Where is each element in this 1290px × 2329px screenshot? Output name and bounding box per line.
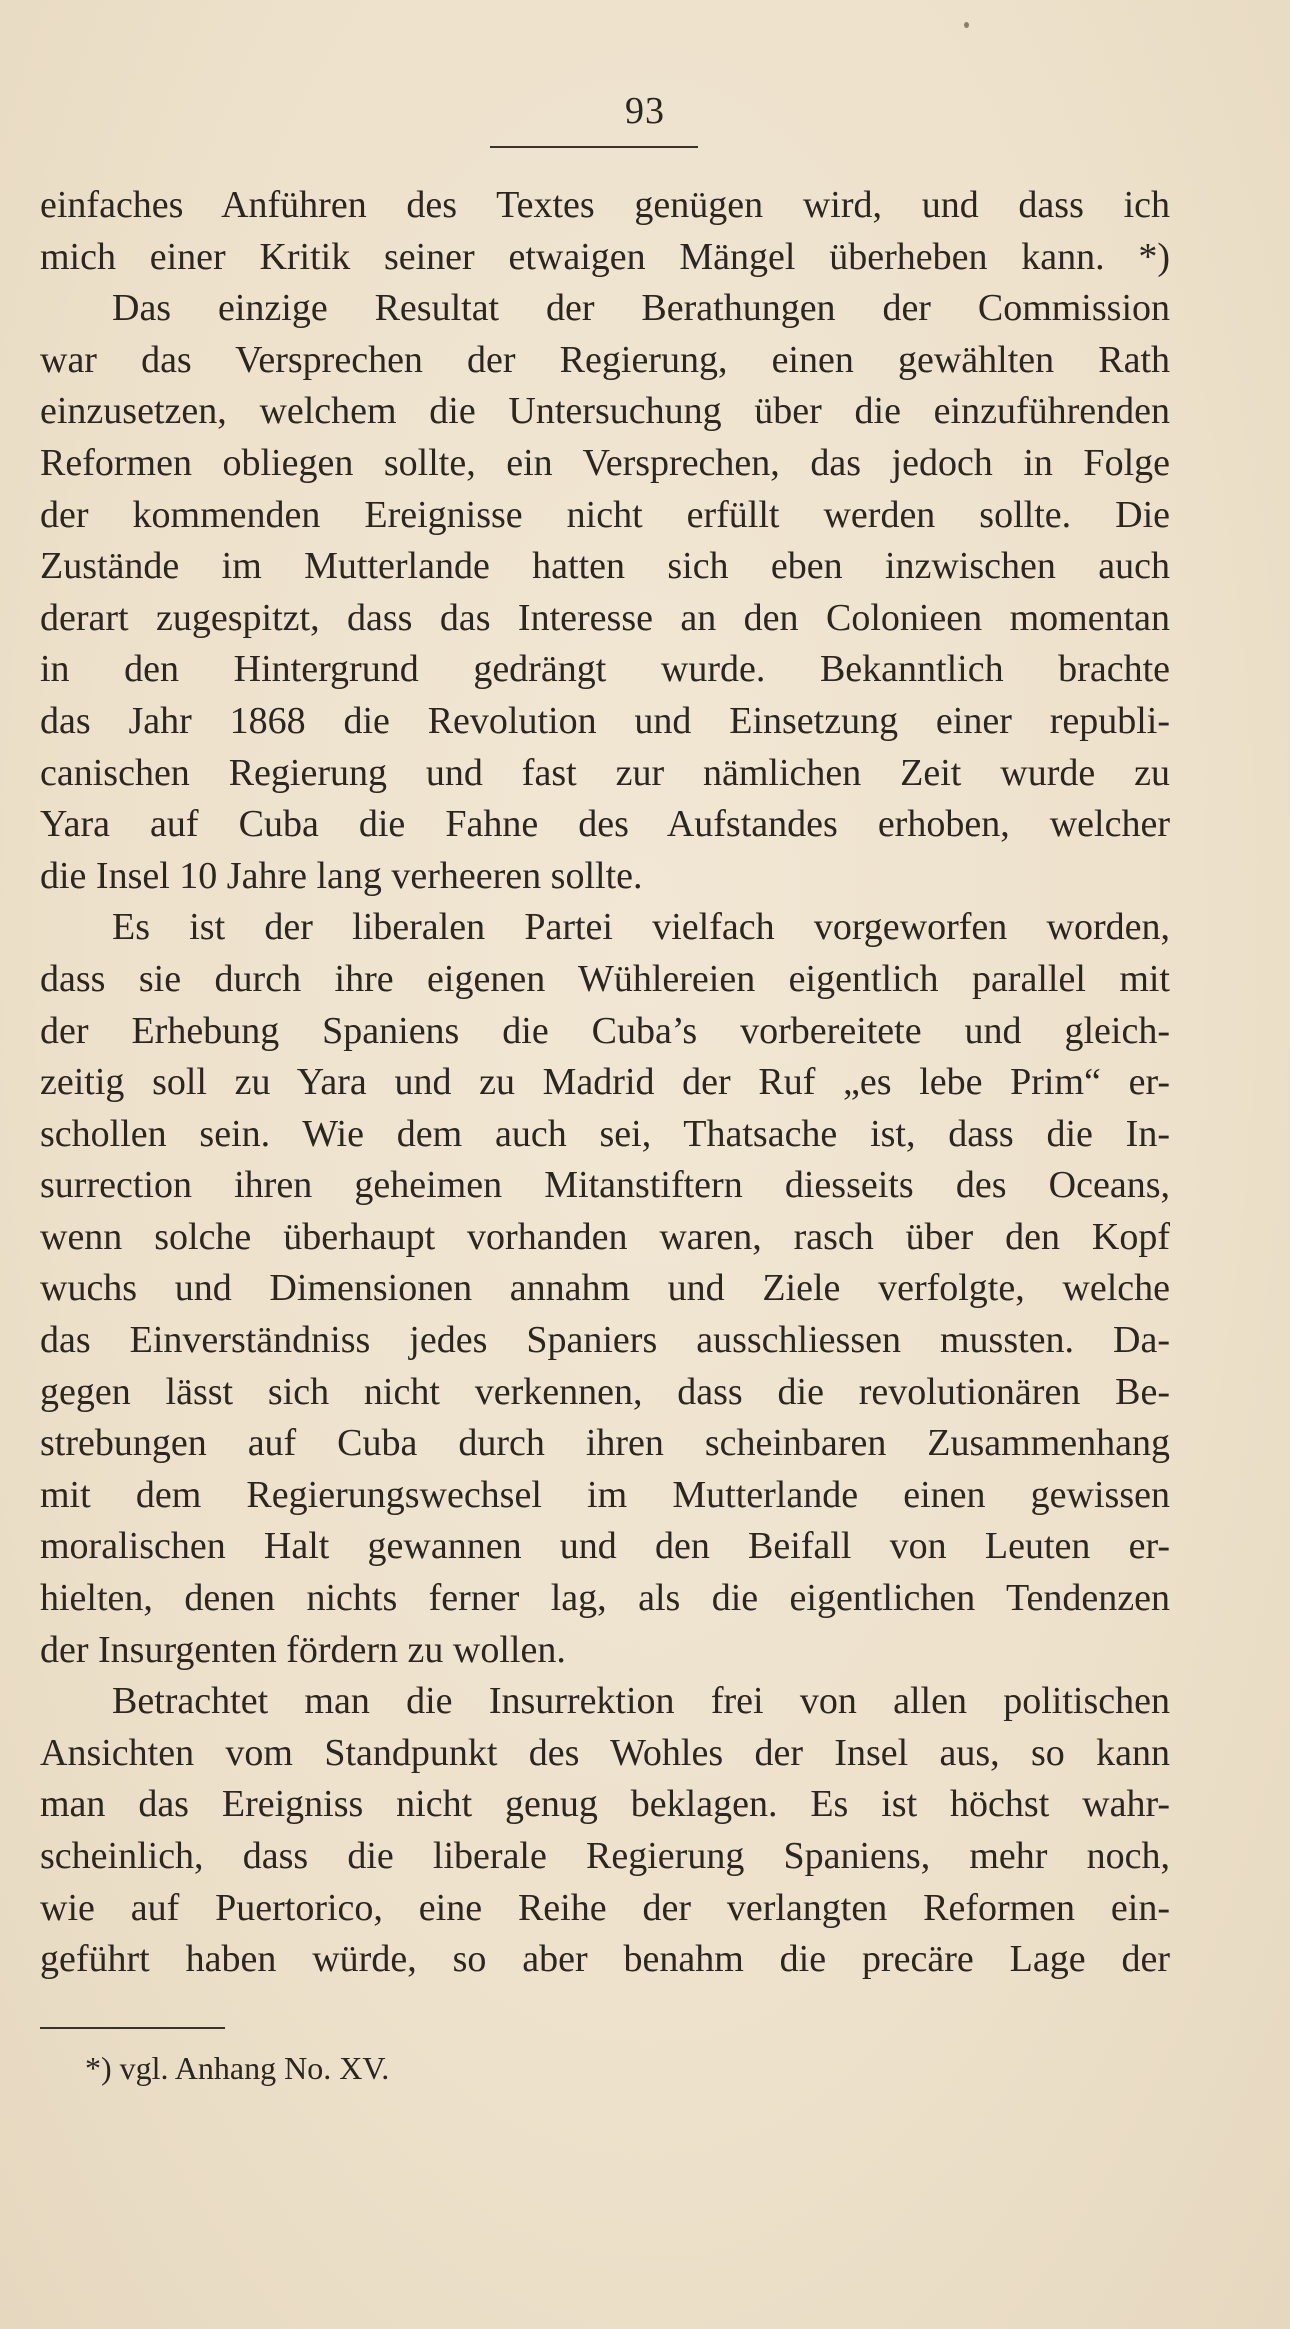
text-line: strebungen auf Cuba durch ihren scheinbaren Zusammenhang (40, 1422, 1170, 1465)
text-line: Es ist der liberalen Partei vielfach vorgeworfen worden, (112, 906, 1170, 949)
text-line: scheinlich, dass die liberale Regierung Spaniens, mehr noch, (40, 1835, 1170, 1877)
text-line: wuchs und Dimensionen annahm und Ziele verfolgte, welche (40, 1267, 1170, 1310)
text-line: hielten, denen nichts ferner lag, als die eigentlichen Tendenzen (40, 1577, 1170, 1620)
text-line: surrection ihren geheimen Mitanstiftern diesseits des Oceans, (40, 1164, 1170, 1207)
text-line: der Erhebung Spaniens die Cuba’s vorbereitete und gleich- (40, 1009, 1170, 1052)
text-line: Yara auf Cuba die Fahne des Aufstandes erhoben, welcher (40, 803, 1170, 846)
text-line: wenn solche überhaupt vorhanden waren, rasch über den Kopf (40, 1215, 1170, 1258)
text-line: Das einzige Resultat der Berathungen der Commission (112, 287, 1170, 330)
footnote: *) vgl. Anhang No. XV. (85, 2050, 390, 2086)
text-line: in den Hintergrund gedrängt wurde. Bekanntlich brachte (40, 648, 1170, 691)
text-line: gegen lässt sich nicht verkennen, dass die revolutionären Be- (40, 1370, 1170, 1413)
text-line: war das Versprechen der Regierung, einen gewählten Rath (40, 338, 1170, 381)
footnote-rule (40, 2027, 225, 2029)
text-line: Ansichten vom Standpunkt des Wohles der Insel aus, so kann (40, 1731, 1170, 1774)
header-rule (490, 146, 698, 148)
text-line: einzusetzen, welchem die Untersuchung über die einzuführenden (40, 390, 1170, 433)
text-line: canischen Regierung und fast zur nämlichen Zeit wurde zu (40, 751, 1170, 794)
text-line: Betrachtet man die Insurrektion frei von allen politischen (112, 1680, 1170, 1723)
text-line: dass sie durch ihre eigenen Wühlereien eigentlich parallel mit (40, 957, 1170, 1000)
text-line: Reformen obliegen sollte, ein Versprechen, das jedoch in Folge (40, 441, 1170, 484)
text-line: derart zugespitzt, dass das Interesse an den Colonieen momentan (40, 596, 1170, 639)
text-line: schollen sein. Wie dem auch sei, Thatsache ist, dass die In- (40, 1112, 1170, 1155)
text-line: das Einverständniss jedes Spaniers ausschliessen mussten. Da- (40, 1319, 1170, 1362)
text-line: Zustände im Mutterlande hatten sich eben inzwischen auch (40, 545, 1170, 588)
text-line: wie auf Puertorico, eine Reihe der verlangten Reformen ein- (40, 1886, 1170, 1929)
text-line: geführt haben würde, so aber benahm die precäre Lage der (40, 1938, 1170, 1981)
text-line: einfaches Anführen des Textes genügen wird, und dass ich (40, 184, 1170, 226)
text-line: die Insel 10 Jahre lang verheeren sollte. (40, 854, 643, 897)
text-line: mich einer Kritik seiner etwaigen Mängel überheben kann. *) (40, 235, 1170, 278)
text-line: man das Ereigniss nicht genug beklagen. Es ist höchst wahr- (40, 1783, 1170, 1826)
body-text (40, 180, 1170, 1986)
paper-speck (964, 22, 969, 28)
page-number: 93 (625, 90, 665, 132)
text-line: der Insurgenten fördern zu wollen. (40, 1628, 566, 1671)
text-line: der kommenden Ereignisse nicht erfüllt werden sollte. Die (40, 493, 1170, 536)
text-line: das Jahr 1868 die Revolution und Einsetzung einer republi- (40, 699, 1170, 742)
text-line: mit dem Regierungswechsel im Mutterlande einen gewissen (40, 1473, 1170, 1516)
text-line: moralischen Halt gewannen und den Beifall von Leuten er- (40, 1525, 1170, 1568)
text-line: zeitig soll zu Yara und zu Madrid der Ruf „es lebe Prim“ er- (40, 1061, 1170, 1104)
